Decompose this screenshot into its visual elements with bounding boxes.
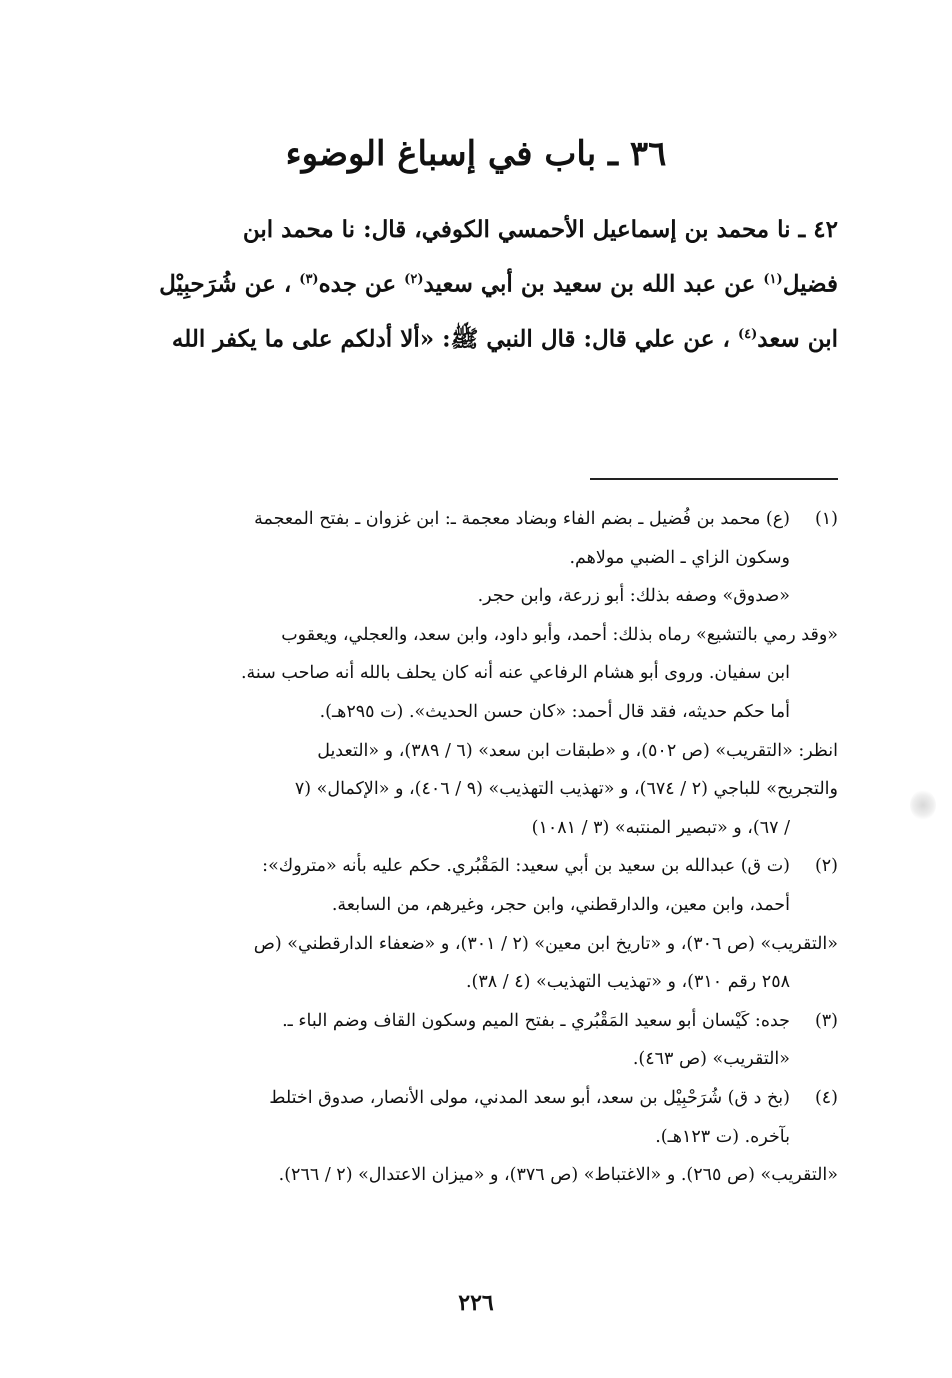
footnote-ref-1: (١) bbox=[763, 272, 783, 287]
hadith-text-span: عن جده bbox=[318, 270, 405, 298]
footnote-text: جده: كَيْسان أبو سعيد المَقْبُري ـ بفتح الميم وسكون القاف وضم الباء ـ. bbox=[282, 1010, 790, 1031]
hadith-text-span: ، عن علي قال: قال النبي ﷺ: «ألا أدلكم على ما يكفر الله bbox=[171, 325, 738, 353]
footnote-line: «وقد رمي بالتشيع» رماه بذلك: أحمد، وأبو داود، وابن سعد، والعجلي، ويعقوب bbox=[281, 624, 838, 645]
footnote-number: (٤) bbox=[814, 1087, 838, 1108]
footnote-line bbox=[108, 1079, 838, 1118]
hadith-text-span: ابن سعد bbox=[757, 325, 838, 353]
hadith-line-1: ٤٢ ـ نا محمد بن إسماعيل الأحمسي الكوفي، قال: نا محمد ابن bbox=[242, 216, 838, 243]
hadith-text-span: ، عن شُرَحبِيْل bbox=[159, 270, 300, 298]
footnote-line: «التقريب» (ص ٢٦٥). و «الاغتباط» (ص ٣٧٦)، و «ميزان الاعتدال» (٢ / ٢٦٦). bbox=[278, 1165, 838, 1186]
footnote-text: (ع) محمد بن فُضيل ـ بضم الفاء وبضاد معجمة ـ: ابن غزوان ـ بفتح المعجمة bbox=[254, 509, 790, 529]
footnote-line: أحمد، وابن معين، والدارقطني، وابن حجر، وغيرهم، من السابعة. bbox=[331, 894, 790, 915]
footnote-line: / ٦٧)، و «تبصير المنتبه» (٣ / ١٠٨١) bbox=[531, 817, 790, 838]
footnote-line: أما حكم حديثه، فقد قال أحمد: «كان حسن الحديث». (ت ٢٩٥هـ). bbox=[319, 701, 790, 722]
footnote-text: (ت ق) عبدالله بن سعيد بن أبي سعيد: المَقْبُري. حكم عليه بأنه «متروك»: bbox=[262, 856, 790, 877]
footnote-line: «صدوق» وصفه بذلك: أبو زرعة، وابن حجر. bbox=[477, 586, 790, 607]
footnote-ref-4: (٤) bbox=[737, 326, 758, 342]
hadith-line bbox=[108, 205, 838, 255]
hadith-line bbox=[108, 310, 838, 365]
footnote-line: والتجريح» للباجي (٢ / ٦٧٤)، و «تهذيب التهذيب» (٩ / ٤٠٦)، و «الإكمال» (٧ bbox=[294, 779, 838, 800]
footnote-ref-2: (٢) bbox=[404, 272, 424, 287]
page-number: ٢٢٦ bbox=[458, 1290, 494, 1316]
footnote-line: ابن سفيان. وروى أبو هشام الرفاعي عنه أنه كان يحلف بالله أنه صاحب سنة. bbox=[240, 663, 790, 684]
footnote-number: (٢) bbox=[814, 856, 838, 877]
footnote-separator bbox=[590, 478, 838, 480]
chapter-title: ٣٦ ـ باب في إسباغ الوضوء bbox=[285, 134, 667, 174]
footnote-line bbox=[108, 500, 838, 539]
footnote-line: ٢٥٨ رقم ٣١٠)، و «تهذيب التهذيب» (٤ / ٣٨). bbox=[465, 972, 790, 993]
footnote-line: وسكون الزاي ـ الضبي مولاهم. bbox=[569, 547, 790, 568]
hadith-text bbox=[108, 205, 838, 364]
footnote-line: انظر: «التقريب» (ص ٥٠٢)، و «طبقات ابن سعد» (٦ / ٣٨٩)، و «التعديل bbox=[317, 740, 838, 761]
footnote-number: (١) bbox=[814, 509, 838, 529]
hadith-text-span: فضيل bbox=[782, 270, 838, 298]
footnote-line: «التقريب» (ص ٤٦٣). bbox=[632, 1049, 790, 1070]
footnote-line: بآخره. (ت ١٢٣هـ). bbox=[655, 1126, 790, 1147]
hadith-text-span: عن عبد الله بن سعيد بن أبي سعيد bbox=[423, 270, 764, 298]
footnote-ref-3: (٣) bbox=[299, 272, 319, 287]
footnote-line bbox=[108, 1002, 838, 1041]
footnote-line bbox=[108, 847, 838, 886]
scan-smudge bbox=[910, 790, 936, 820]
hadith-line bbox=[108, 255, 838, 310]
footnote-line: «التقريب» (ص ٣٠٦)، و «تاريخ ابن معين» (٢ / ٣٠١)، و «ضعفاء الدارقطني» (ص bbox=[253, 933, 838, 954]
footnotes bbox=[108, 500, 838, 1195]
footnote-text: (بخ د ق) شُرَحْبِيْل بن سعد، أبو سعد المدني، مولى الأنصار، صدوق اختلط bbox=[269, 1087, 790, 1108]
footnote-number: (٣) bbox=[814, 1010, 838, 1031]
